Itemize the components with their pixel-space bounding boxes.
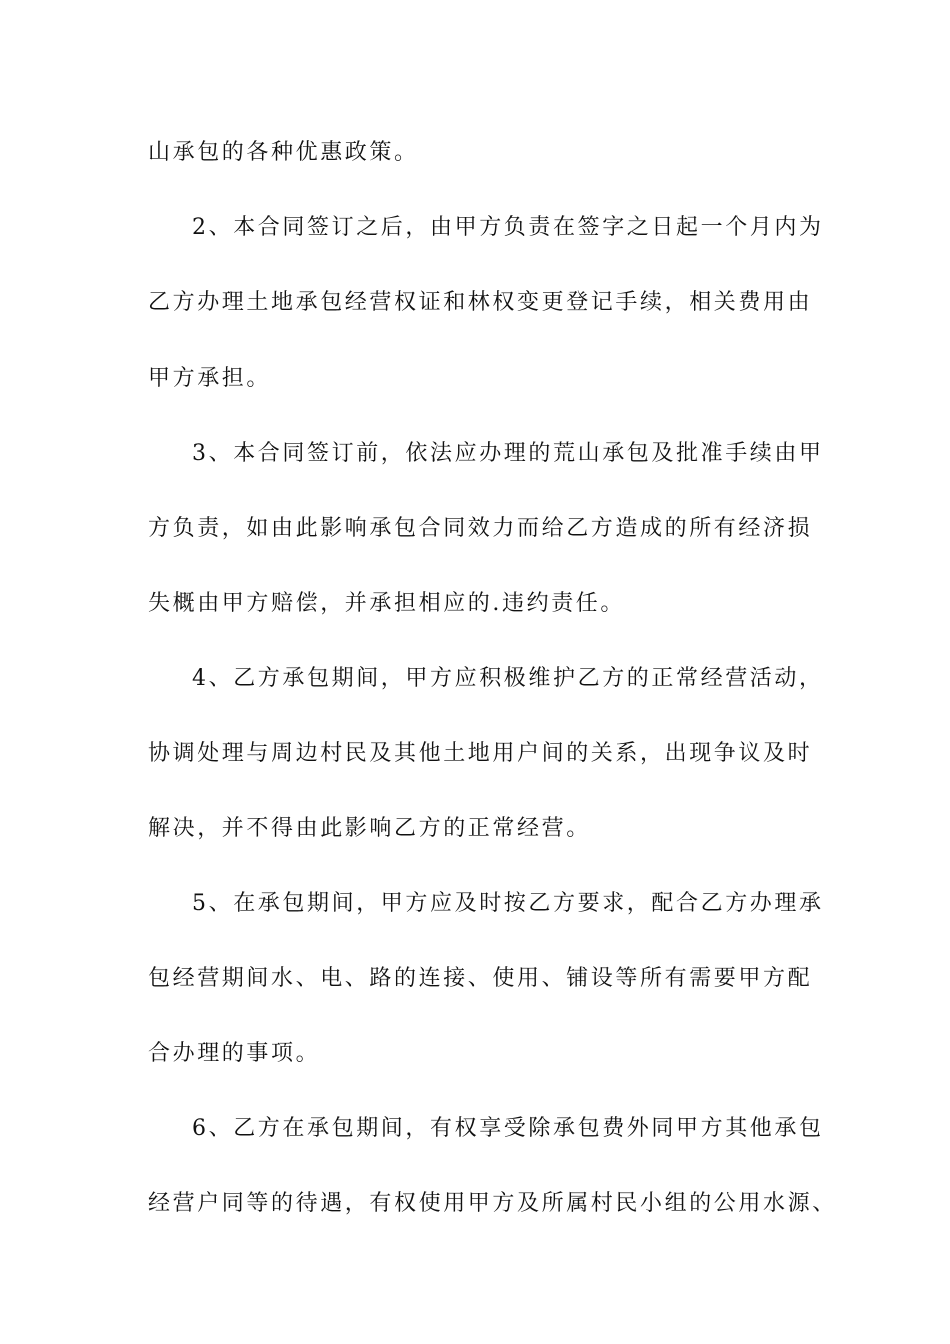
text-line: 方负责，如由此影响承包合同效力而给乙方造成的所有经济损 — [148, 516, 813, 541]
text-line: 失概由甲方赔偿，并承担相应的.违约责任。 — [148, 591, 625, 616]
text-line: 5、在承包期间，甲方应及时按乙方要求，配合乙方办理承 — [192, 891, 824, 916]
text-line: 山承包的各种优惠政策。 — [148, 140, 419, 165]
text-line: 解决，并不得由此影响乙方的正常经营。 — [148, 816, 591, 841]
text-line: 乙方办理土地承包经营权证和林权变更登记手续，相关费用由 — [148, 290, 813, 315]
text-line: 合办理的事项。 — [148, 1041, 321, 1066]
text-line: 3、本合同签订前，依法应办理的荒山承包及批准手续由甲 — [192, 441, 824, 466]
text-line: 经营户同等的待遇，有权使用甲方及所属村民小组的公用水源、 — [148, 1191, 837, 1216]
text-line: 4、乙方承包期间，甲方应积极维护乙方的正常经营活动， — [192, 666, 824, 691]
text-line: 包经营期间水、电、路的连接、使用、铺设等所有需要甲方配 — [148, 966, 813, 991]
text-line: 协调处理与周边村民及其他土地用户间的关系，出现争议及时 — [148, 741, 813, 766]
text-line: 甲方承担。 — [148, 366, 272, 391]
text-line: 6、乙方在承包期间，有权享受除承包费外同甲方其他承包 — [192, 1116, 824, 1141]
text-line: 2、本合同签订之后，由甲方负责在签字之日起一个月内为 — [192, 215, 824, 240]
